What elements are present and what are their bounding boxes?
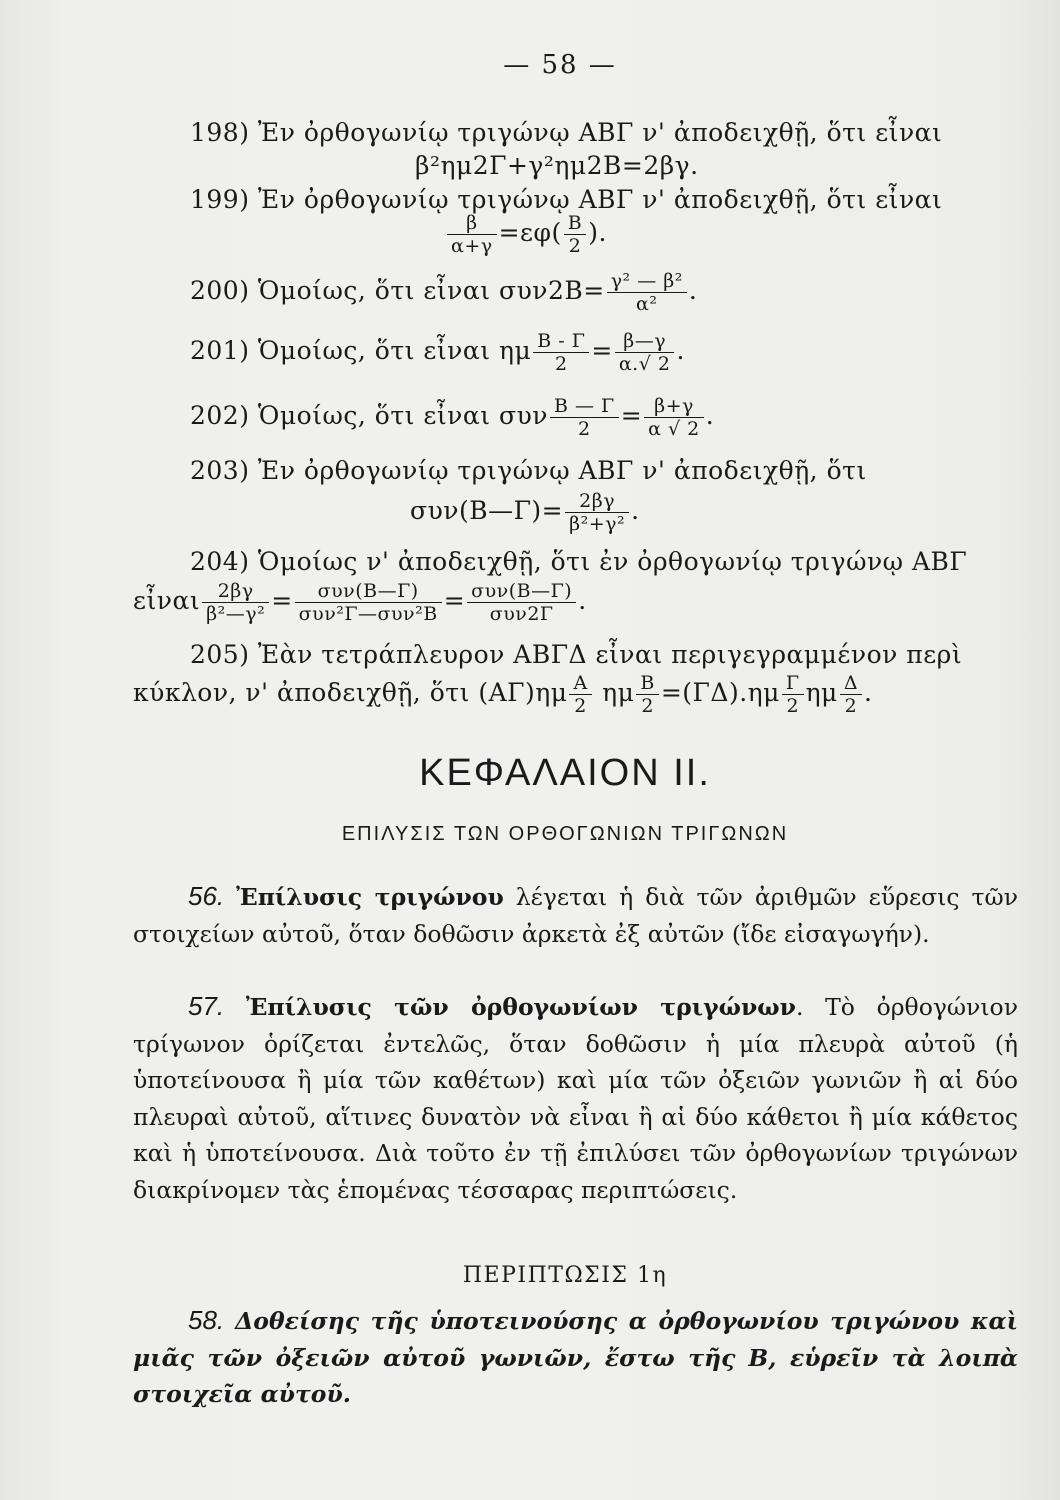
numerator: Γ bbox=[782, 672, 804, 695]
exercise-205-line1: 205) Ἐὰν τετράπλευρον ΑΒΓΔ εἶναι περιγεγραμμένον περὶ bbox=[190, 640, 963, 669]
exercise-204-line1: 204) Ὁμοίως ν' ἀποδειχθῇ, ὅτι ἐν ὀρθογωνίῳ τριγώνῳ ΑΒΓ bbox=[190, 547, 968, 576]
exercise-198-line1: 198) Ἐν ὀρθογωνίῳ τριγώνῳ ΑΒΓ ν' ἀποδειχθῇ, ὅτι εἶναι bbox=[190, 118, 943, 147]
exercise-200 bbox=[190, 270, 697, 315]
denominator: συν²Γ—συν²Β bbox=[298, 603, 438, 625]
denominator: 2 bbox=[568, 235, 582, 257]
fraction bbox=[202, 580, 269, 625]
exercise-201 bbox=[190, 330, 685, 375]
numerator: 2βγ bbox=[202, 580, 269, 603]
chapter-subtitle: ΕΠΙΛΥΣΙΣ ΤΩΝ ΟΡΘΟΓΩΝΙΩΝ ΤΡΙΓΩΝΩΝ bbox=[341, 823, 789, 845]
denominator: 2 bbox=[555, 353, 568, 375]
numerator: 2βγ bbox=[565, 490, 629, 513]
formula-text: = bbox=[591, 336, 613, 365]
numerator: β—γ bbox=[615, 330, 675, 353]
section-56 bbox=[133, 878, 1018, 952]
section-number: 58. bbox=[188, 1305, 225, 1335]
chapter-title: ΚΕΦΑΛΑΙΟΝ ΙΙ. bbox=[419, 752, 711, 794]
page-number: — 58 — bbox=[503, 50, 617, 80]
exercise-203-formula bbox=[410, 490, 640, 535]
numerator: β bbox=[447, 212, 497, 235]
denominator: 2 bbox=[641, 695, 654, 717]
formula-text: = bbox=[620, 401, 643, 430]
formula-text: . bbox=[631, 496, 640, 525]
formula-text: ). bbox=[588, 218, 607, 247]
exercise-text: 201) Ὁμοίως, ὅτι εἶναι ημ bbox=[190, 336, 532, 365]
exercise-199-line1: 199) Ἐν ὀρθογωνίῳ τριγώνῳ ΑΒΓ ν' ἀποδειχθῇ, ὅτι εἶναι bbox=[190, 185, 943, 214]
fraction bbox=[447, 212, 497, 257]
fraction bbox=[782, 672, 804, 717]
fraction bbox=[636, 672, 658, 717]
denominator: α+γ bbox=[451, 235, 493, 257]
numerator: Β — Γ bbox=[550, 395, 619, 418]
formula-text: . bbox=[705, 401, 715, 430]
formula-text: = bbox=[443, 586, 466, 615]
section-text: λέγεται ἡ διὰ τῶν ἀριθμῶν εὕρεσις τῶν στοιχείων αὐτοῦ, ὅταν δοθῶσιν ἀρκετὰ ἐξ αὐτῶν (ἴδε εἰσαγωγήν). bbox=[133, 883, 1018, 948]
numerator: Δ bbox=[840, 672, 862, 695]
fraction bbox=[569, 672, 591, 717]
formula-text: = bbox=[271, 586, 293, 615]
denominator: 2 bbox=[574, 695, 587, 717]
formula-text: =(ΓΔ).ημ bbox=[660, 678, 780, 707]
denominator: α² bbox=[636, 293, 658, 315]
numerator: συν(Β—Γ) bbox=[295, 580, 442, 603]
formula-text: ημ bbox=[602, 678, 635, 707]
numerator: Β - Γ bbox=[533, 330, 589, 353]
fraction bbox=[533, 330, 589, 375]
denominator: α.√ 2 bbox=[618, 353, 671, 375]
formula-text: ημ bbox=[805, 678, 838, 707]
fraction bbox=[564, 212, 586, 257]
section-text: , εὑρεῖν τὰ λοιπὰ στοιχεῖα αὐτοῦ. bbox=[133, 1343, 1018, 1408]
numerator: γ² — β² bbox=[607, 270, 687, 293]
exercise-202 bbox=[190, 395, 714, 440]
case-heading: ΠΕΡΙΠΤΩΣΙΣ 1η bbox=[462, 1263, 668, 1288]
section-57 bbox=[133, 988, 1018, 1208]
fraction bbox=[607, 270, 687, 315]
formula-text: . bbox=[688, 276, 698, 305]
fraction bbox=[565, 490, 629, 535]
section-number: 57. bbox=[188, 991, 225, 1021]
formula-text: . bbox=[864, 678, 873, 707]
fraction bbox=[840, 672, 862, 717]
denominator: 2 bbox=[844, 695, 858, 717]
fraction bbox=[550, 395, 619, 440]
exercise-198-line2: β²ημ2Γ+γ²ημ2Β=2βγ. bbox=[415, 151, 699, 180]
fraction bbox=[615, 330, 675, 375]
numerator: Β bbox=[636, 672, 658, 695]
exercise-203-line1: 203) Ἐν ὀρθογωνίῳ τριγώνῳ ΑΒΓ ν' ἀποδειχθῇ, ὅτι bbox=[190, 456, 867, 485]
exercise-205-formula bbox=[133, 672, 873, 717]
denominator: 2 bbox=[578, 418, 591, 440]
angle-symbol: Β bbox=[748, 1343, 769, 1372]
numerator: Β bbox=[564, 212, 586, 235]
exercise-text: 200) Ὁμοίως, ὅτι εἶναι συν2Β= bbox=[190, 276, 605, 305]
formula-text: εἶναι bbox=[133, 586, 201, 615]
denominator: 2 bbox=[786, 695, 800, 717]
fraction bbox=[644, 395, 704, 440]
formula-text: . bbox=[578, 586, 587, 615]
numerator: Α bbox=[569, 672, 591, 695]
fraction bbox=[295, 580, 442, 625]
formula-text: κύκλον, ν' ἀποδειχθῇ, ὅτι (ΑΓ)ημ bbox=[133, 678, 568, 707]
exercise-199-formula bbox=[445, 212, 607, 257]
section-term: Ἐπίλυσις τριγώνου bbox=[236, 883, 504, 911]
formula-text: =εφ( bbox=[498, 218, 562, 247]
section-text: Δοθείσης τῆς ὑποτεινούσης α ὀρθογωνίου τριγώνου καὶ μιᾶς τῶν ὀξειῶν αὐτοῦ γωνιῶν, ἔστω τῆς bbox=[133, 1307, 1018, 1372]
denominator: συν2Γ bbox=[489, 603, 554, 625]
section-text: . Τὸ ὀρθογώνιον τρίγωνον ὁρίζεται ἐντελῶς, ὅταν δοθῶσιν ἡ μία πλευρὰ αὐτοῦ (ἡ ὑποτείνουσα ἢ μία τῶν καθέτων) καὶ μία τῶν ὀξειῶν γωνιῶν ἢ αἱ δύο πλευραὶ αὐτοῦ, αἵτινες δυνατὸν νὰ εἶναι ἢ αἱ δύο κάθετοι ἢ μία κάθετος καὶ ἡ ὑποτείνουσα. Διὰ τοῦτο ἐν τῇ ἐπιλύσει τῶν ὀρθογωνίων τριγώνων διακρίνομεν τὰς ἑπομένας τέσσαρας περιπτώσεις. bbox=[133, 993, 1018, 1204]
denominator: β²+γ² bbox=[569, 513, 626, 535]
section-term: Ἐπίλυσις τῶν ὀρθογωνίων τριγώνων bbox=[245, 993, 796, 1021]
exercise-204-formula bbox=[133, 580, 587, 625]
exercise-text: 202) Ὁμοίως, ὅτι εἶναι συν bbox=[190, 401, 548, 430]
numerator: β+γ bbox=[644, 395, 704, 418]
numerator: συν(Β—Γ) bbox=[467, 580, 576, 603]
formula-text: . bbox=[676, 336, 685, 365]
formula-text: συν(Β—Γ)= bbox=[410, 496, 564, 525]
section-number: 56. bbox=[188, 881, 225, 911]
denominator: β²—γ² bbox=[206, 603, 266, 625]
section-58 bbox=[133, 1302, 1018, 1413]
fraction bbox=[467, 580, 576, 625]
denominator: α √ 2 bbox=[648, 418, 700, 440]
